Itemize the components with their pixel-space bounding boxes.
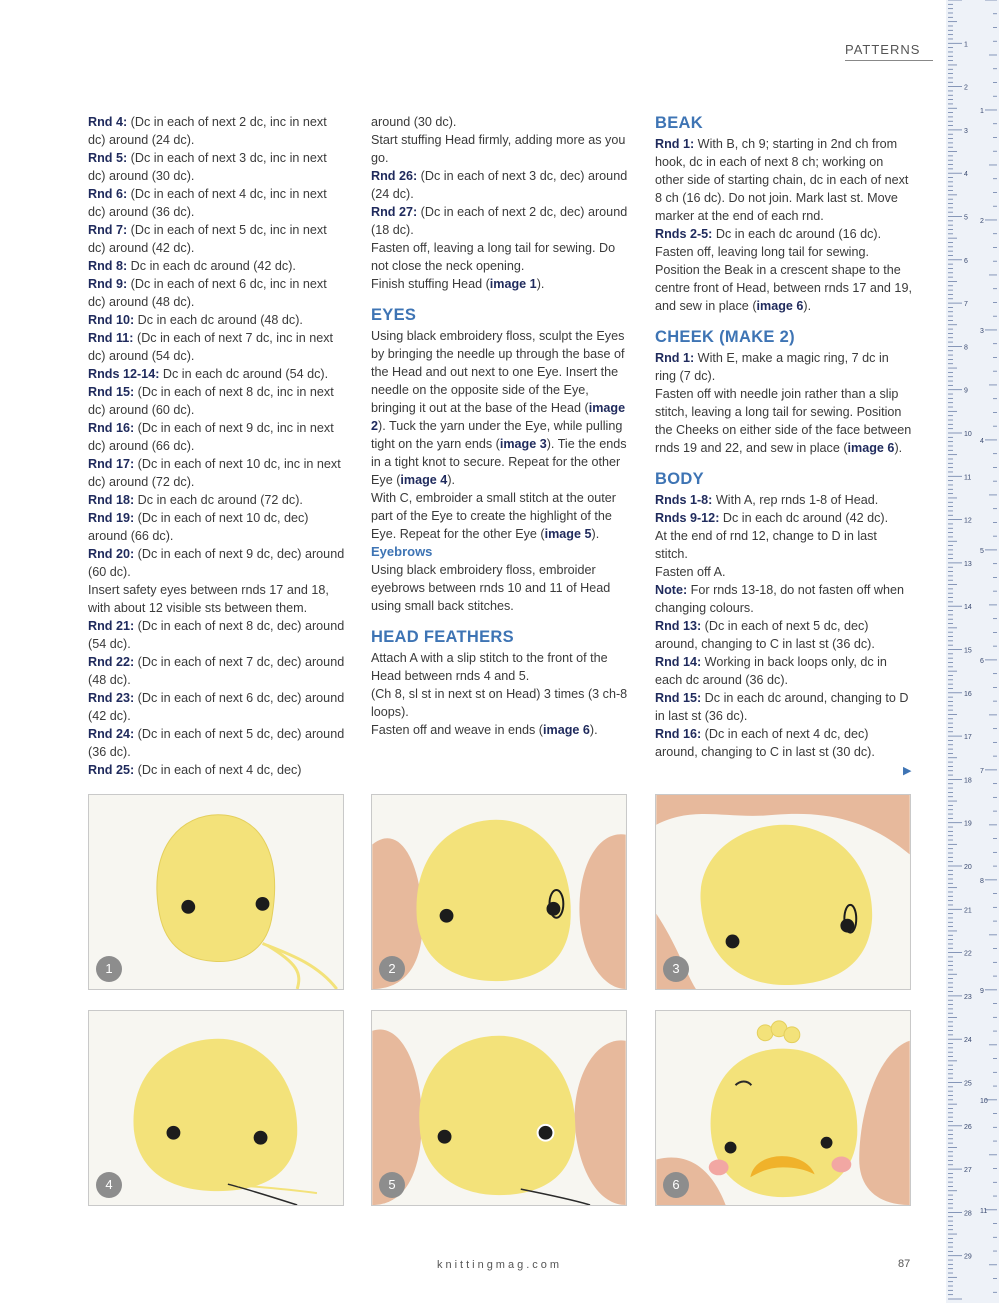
pattern-row (655, 563, 913, 581)
duck-head-image (372, 795, 626, 989)
section-heading-beak: BEAK (655, 114, 703, 132)
column-1 (88, 113, 346, 779)
instruction-text: (Dc in each of next 4 dc, dec) around, changing to C in last st (30 dc). (655, 727, 875, 759)
pattern-row (88, 491, 346, 509)
instruction-text: (Dc in each of next 4 dc, inc in next dc) around (36 dc). (88, 187, 327, 219)
instruction-text: (Dc in each of next 9 dc, inc in next dc) around (66 dc). (88, 421, 334, 453)
bold-label: Rnd 19: (88, 511, 135, 525)
instruction-text: Dc in each dc around (54 dc). (159, 367, 329, 381)
instruction-text: With C, embroider a small stitch at the outer part of the Eye to create the highlight of the Eye. Repeat for the other Eye ( (371, 491, 616, 541)
ruler-cm-label: 4 (964, 171, 968, 179)
pattern-row (655, 135, 913, 225)
ruler-cm-label: 6 (964, 257, 968, 265)
instruction-text: (Dc in each of next 3 dc, inc in next dc) around (30 dc). (88, 151, 327, 183)
bold-label: Rnd 1: (655, 351, 695, 365)
pattern-row (371, 113, 629, 131)
pattern-row (655, 491, 913, 509)
pattern-row (371, 489, 629, 543)
instruction-text: Start stuffing Head firmly, adding more as you go. (371, 133, 626, 165)
instruction-text: (Dc in each of next 10 dc, inc in next dc) around (72 dc). (88, 457, 341, 489)
pattern-row (655, 581, 913, 617)
ruler-cm-label: 26 (964, 1123, 972, 1131)
instruction-text: Fasten off, leaving a long tail for sewing. Do not close the neck opening. (371, 241, 616, 273)
instruction-text: Dc in each dc around (42 dc). (719, 511, 889, 525)
duck-head-image (89, 1011, 343, 1205)
bold-label: Rnd 20: (88, 547, 135, 561)
pattern-row (88, 257, 346, 275)
ruler-cm-label: 12 (964, 517, 972, 525)
instruction-text: ). (589, 723, 598, 737)
photo-number-badge: 2 (379, 956, 405, 982)
photo-1 (88, 794, 344, 990)
bold-label: Rnd 15: (88, 385, 135, 399)
pattern-row (88, 617, 346, 653)
pattern-row (655, 349, 913, 385)
duck-head-image (656, 795, 910, 989)
bold-label: Rnd 18: (88, 493, 135, 507)
pattern-row (371, 685, 629, 721)
bold-label: image 6 (756, 299, 804, 313)
ruler-cm-label: 22 (964, 950, 972, 958)
instruction-text: Dc in each dc around (42 dc). (127, 259, 296, 273)
instruction-text: ). (803, 299, 812, 313)
pattern-row (371, 721, 629, 739)
pattern-row (88, 545, 346, 581)
ruler-inch-label: 8 (980, 877, 984, 885)
bold-label: Rnd 13: (655, 619, 702, 633)
bold-label: Rnds 2-5: (655, 227, 713, 241)
ruler-cm-label: 13 (964, 560, 972, 568)
ruler-cm-label: 29 (964, 1253, 972, 1261)
instruction-text: (Dc in each of next 2 dc, dec) around (18 dc). (371, 205, 628, 237)
pattern-row (371, 203, 629, 239)
pattern-row (88, 221, 346, 257)
duck-head-image (372, 1011, 626, 1205)
instruction-text: (Dc in each of next 5 dc, dec) around (36 dc). (88, 727, 345, 759)
instruction-text: (Dc in each of next 6 dc, inc in next dc) around (48 dc). (88, 277, 327, 309)
photo-5 (371, 1010, 627, 1206)
instruction-text: With E, make a magic ring, 7 dc in ring (7 dc). (655, 351, 889, 383)
section-heading-eyes: EYES (371, 306, 417, 324)
bold-label: Rnd 22: (88, 655, 135, 669)
instruction-text: ). (591, 527, 600, 541)
pattern-row (655, 509, 913, 527)
bold-label: Rnd 4: (88, 115, 128, 129)
pattern-row (371, 275, 629, 293)
bold-label: Rnd 7: (88, 223, 128, 237)
pattern-row (88, 185, 346, 221)
instruction-text: (Dc in each of next 6 dc, dec) around (42 dc). (88, 691, 345, 723)
ruler-cm-label: 14 (964, 604, 972, 612)
instruction-text: (Dc in each of next 9 dc, dec) around (60 dc). (88, 547, 345, 579)
instruction-text: ). Tuck the yarn under the Eye, while pulling tight on the yarn ends ( (371, 419, 623, 451)
instruction-text: (Dc in each of next 10 dc, dec) around (66 dc). (88, 511, 309, 543)
instruction-text: At the end of rnd 12, change to D in last stitch. (655, 529, 877, 561)
subheading-eyebrows: Eyebrows (371, 544, 433, 559)
header-rule (845, 60, 933, 61)
duck-head-image (89, 795, 343, 989)
bold-label: Rnd 25: (88, 763, 135, 777)
ruler-cm-label: 16 (964, 690, 972, 698)
ruler-inch-label: 2 (980, 217, 984, 225)
bold-label: Rnd 26: (371, 169, 418, 183)
ruler-cm-label: 27 (964, 1167, 972, 1175)
bold-label: Rnds 1-8: (655, 493, 713, 507)
column-2 (371, 113, 629, 739)
instruction-text: With B, ch 9; starting in 2nd ch from hook, dc in each of next 8 ch; working on other side of starting chain, dc in each of next 8 ch (16 dc). Do not join. Mark last st. Move marker at the end of each rnd. (655, 137, 909, 223)
pattern-row (88, 581, 346, 617)
ruler-cm-label: 10 (964, 431, 972, 438)
instruction-text: (Dc in each of next 7 dc, dec) around (48 dc). (88, 655, 345, 687)
pattern-row (88, 725, 346, 761)
ruler-cm-label: 7 (964, 301, 968, 309)
instruction-text: ). (894, 441, 903, 455)
bold-label: Rnd 1: (655, 137, 695, 151)
ruler-inch-label: 11 (980, 1207, 988, 1215)
ruler-inch-label: 3 (980, 327, 984, 335)
pattern-row: Using black embroidery floss, embroider eyebrows between rnds 10 and 11 of Head using small back stitches. (371, 563, 611, 613)
section-heading-head-feathers: HEAD FEATHERS (371, 628, 514, 646)
bold-label: Rnd 6: (88, 187, 128, 201)
ruler-cm-label: 9 (964, 387, 968, 395)
photo-number-badge: 4 (96, 1172, 122, 1198)
instruction-text: ). (536, 277, 545, 291)
instruction-text: (Dc in each of next 3 dc, dec) around (24 dc). (371, 169, 628, 201)
pattern-row (88, 329, 346, 365)
ruler-cm-label: 8 (964, 344, 968, 352)
ruler-cm-label: 21 (964, 907, 972, 915)
bold-label: Rnd 9: (88, 277, 128, 291)
instruction-text: (Dc in each of next 7 dc, inc in next dc) around (54 dc). (88, 331, 334, 363)
ruler-inch-label: 9 (980, 987, 984, 995)
pattern-row (371, 649, 629, 685)
ruler-inch-label: 1 (980, 107, 984, 115)
pattern-row (88, 113, 346, 149)
instruction-text: Working in back loops only, dc in each dc around (36 dc). (655, 655, 887, 687)
ruler-cm-label: 17 (964, 734, 972, 742)
bold-label: image 6 (543, 723, 590, 737)
instruction-text: Dc in each dc around, changing to D in last st (36 dc). (655, 691, 909, 723)
bold-label: Rnd 23: (88, 691, 135, 705)
bold-label: Rnd 10: (88, 313, 135, 327)
pattern-row (88, 383, 346, 419)
pattern-row (88, 761, 346, 779)
pattern-row (88, 149, 346, 185)
instruction-text: Using black embroidery floss, sculpt the Eyes by bringing the needle up through the base of the Head and out next to one Eye. Insert the needle on the opposite side of the Eye, bringing it out at the base of the Head ( (371, 329, 625, 415)
pattern-row (655, 385, 913, 457)
ruler-inch-label: 10 (980, 1097, 988, 1105)
pattern-row (655, 689, 913, 725)
section-heading-cheek: CHEEK (MAKE 2) (655, 328, 795, 346)
pattern-row (88, 455, 346, 491)
column-3 (655, 113, 913, 761)
pattern-row (88, 275, 346, 311)
bold-label: Rnds 12-14: (88, 367, 160, 381)
instruction-text: (Ch 8, sl st in next st on Head) 3 times (3 ch-8 loops). (371, 687, 628, 719)
pattern-row (655, 243, 913, 315)
pattern-row (655, 725, 913, 761)
instruction-text: (Dc in each of next 5 dc, inc in next dc) around (42 dc). (88, 223, 327, 255)
pattern-row (371, 167, 629, 203)
instruction-text: Finish stuffing Head ( (371, 277, 490, 291)
bold-label: Rnd 8: (88, 259, 128, 273)
instruction-text: (Dc in each of next 2 dc, inc in next dc) around (24 dc). (88, 115, 327, 147)
instruction-text: (Dc in each of next 8 dc, dec) around (54 dc). (88, 619, 345, 651)
ruler-cm-label: 11 (964, 474, 972, 482)
pattern-row (88, 419, 346, 455)
instruction-text: Fasten off and weave in ends ( (371, 723, 543, 737)
pattern-row (371, 239, 629, 275)
instruction-text: (Dc in each of next 5 dc, dec) around, changing to C in last st (36 dc). (655, 619, 875, 651)
photo-3 (655, 794, 911, 990)
section-header: PATTERNS (845, 42, 921, 57)
pattern-row (655, 527, 913, 563)
bold-label: Rnd 24: (88, 727, 135, 741)
instruction-text: Dc in each dc around (48 dc). (134, 313, 303, 327)
photo-number-badge: 6 (663, 1172, 689, 1198)
instruction-text: Insert safety eyes between rnds 17 and 18, with about 12 visible sts between them. (88, 583, 329, 615)
ruler-scale (946, 0, 999, 1303)
pattern-row (88, 365, 346, 383)
bold-label: Rnd 14: (655, 655, 702, 669)
page-number: 87 (898, 1258, 911, 1270)
instruction-text: For rnds 13-18, do not fasten off when changing colours. (655, 583, 904, 615)
ruler-inch-label: 4 (980, 437, 984, 445)
photo-2 (371, 794, 627, 990)
bold-label: Note: (655, 583, 688, 597)
pattern-row (655, 617, 913, 653)
pattern-row (371, 327, 629, 489)
ruler-cm-label: 24 (964, 1037, 972, 1045)
bold-label: Rnd 21: (88, 619, 135, 633)
instruction-text: Dc in each dc around (16 dc). (712, 227, 882, 241)
pattern-row (88, 653, 346, 689)
duck-head-image (656, 1011, 910, 1205)
pattern-row (88, 311, 346, 329)
ruler-cm-label: 1 (964, 41, 968, 49)
ruler (946, 0, 999, 1303)
instruction-text: With A, rep rnds 1-8 of Head. (712, 493, 879, 507)
bold-label: Rnd 16: (88, 421, 135, 435)
bold-label: Rnd 27: (371, 205, 418, 219)
ruler-cm-label: 28 (964, 1210, 972, 1218)
ruler-cm-label: 18 (964, 777, 972, 785)
ruler-cm-label: 3 (964, 127, 968, 135)
pattern-row (655, 653, 913, 689)
continue-arrow-icon: ▶ (903, 765, 912, 777)
pattern-row (655, 225, 913, 243)
instruction-text: Fasten off with needle join rather than a slip stitch, leaving a long tail for sewing. Position the Cheeks on either side of the face between rnds 19 and 22, and sew in place ( (655, 387, 912, 455)
ruler-inch-label: 6 (980, 657, 984, 665)
photo-number-badge: 3 (663, 956, 689, 982)
ruler-cm-label: 15 (964, 647, 972, 655)
instruction-text: Fasten off A. (655, 565, 726, 579)
instruction-text: Fasten off, leaving long tail for sewing. Position the Beak in a crescent shape to the centre front of Head, between rnds 17 and 19, and sew in place ( (655, 245, 912, 313)
instruction-text: Attach A with a slip stitch to the front of the Head between rnds 4 and 5. (371, 651, 608, 683)
pattern-row (88, 509, 346, 545)
ruler-cm-label: 25 (964, 1080, 972, 1088)
photo-6 (655, 1010, 911, 1206)
bold-label: Rnd 11: (88, 331, 134, 345)
ruler-inch-label: 7 (980, 767, 984, 775)
bold-label: Rnd 5: (88, 151, 128, 165)
bold-label: image 1 (489, 277, 537, 291)
ruler-inch-label: 5 (980, 547, 984, 555)
bold-label: image 6 (847, 441, 895, 455)
bold-label: Rnd 16: (655, 727, 702, 741)
bold-label: image 3 (499, 437, 547, 451)
ruler-cm-label: 5 (964, 214, 968, 222)
section-heading-body: BODY (655, 470, 704, 488)
instruction-text: (Dc in each of next 4 dc, dec) (134, 763, 302, 777)
ruler-cm-label: 2 (964, 84, 968, 92)
instruction-text: Dc in each dc around (72 dc). (134, 493, 303, 507)
photo-number-badge: 1 (96, 956, 122, 982)
bold-label: image 4 (400, 473, 448, 487)
bold-label: image 5 (544, 527, 592, 541)
ruler-cm-label: 20 (964, 864, 972, 871)
bold-label: image 2 (371, 401, 626, 433)
pattern-row (371, 131, 629, 167)
footer-website: knittingmag.com (436, 1259, 563, 1271)
bold-label: Rnds 9-12: (655, 511, 720, 525)
bold-label: Rnd 15: (655, 691, 702, 705)
instruction-text: around (30 dc). (371, 115, 457, 129)
photo-number-badge: 5 (379, 1172, 405, 1198)
ruler-cm-label: 19 (964, 820, 972, 828)
ruler-cm-label: 23 (964, 993, 972, 1001)
photo-4 (88, 1010, 344, 1206)
instruction-text: (Dc in each of next 8 dc, inc in next dc) around (60 dc). (88, 385, 334, 417)
pattern-row (88, 689, 346, 725)
instruction-text: ). (447, 473, 456, 487)
instruction-text: ). Tie the ends in a tight knot to secure. Repeat for the other Eye ( (371, 437, 627, 487)
bold-label: Rnd 17: (88, 457, 135, 471)
